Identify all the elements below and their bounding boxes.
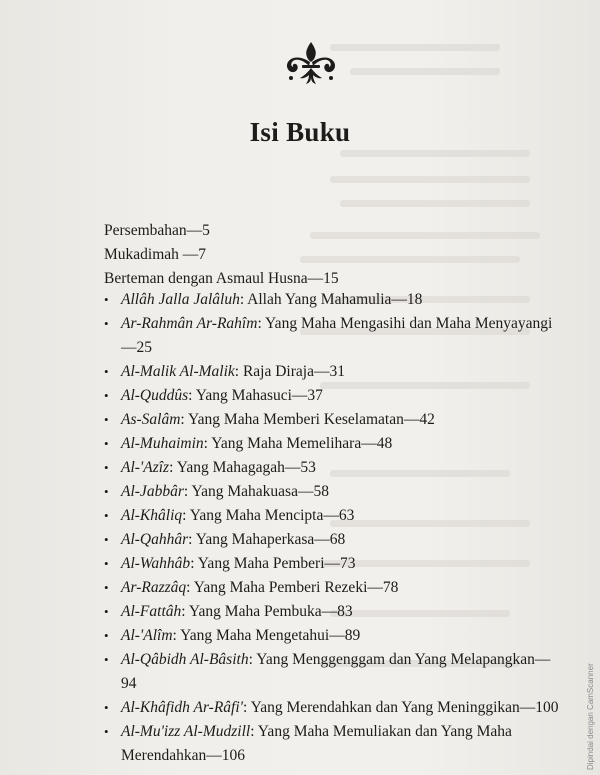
entry-arabic-name: Al-Khâliq: [121, 507, 183, 524]
entry-arabic-name: Al-Qahhâr: [121, 531, 189, 548]
entry-arabic-name: Al-Mu'izz Al-Mudzill: [121, 723, 251, 740]
entry-arabic-name: Allâh Jalla Jalâluh: [121, 291, 240, 308]
list-item: [104, 432, 564, 456]
entry-arabic-name: Al-Qâbidh Al-Bâsith: [121, 651, 249, 668]
entry-arabic-name: Al-Malik Al-Malik: [121, 363, 235, 380]
bullet-icon: •: [104, 532, 109, 547]
list-item: [104, 696, 564, 720]
entry-description: : Yang Menggenggam dan Yang Melapangkan—94: [121, 651, 551, 692]
bullet-icon: •: [104, 604, 109, 619]
entry-description: : Yang Mahagagah—53: [169, 459, 316, 476]
bullet-icon: •: [104, 292, 109, 307]
bullet-icon: •: [104, 700, 109, 715]
bullet-icon: •: [104, 436, 109, 451]
entry-arabic-name: Al-Quddûs: [121, 387, 189, 404]
list-item: [104, 648, 564, 696]
bullet-icon: •: [104, 484, 109, 499]
bullet-icon: •: [104, 364, 109, 379]
list-item: [104, 384, 564, 408]
entry-description: : Yang Maha Pemberi—73: [190, 555, 356, 572]
bullet-icon: •: [104, 412, 109, 427]
entry-arabic-name: Al-Wahhâb: [121, 555, 191, 572]
list-item: [104, 312, 564, 360]
bullet-icon: •: [104, 460, 109, 475]
entry-description: : Yang Maha Mengasihi dan Maha Menyayangi—25: [121, 315, 553, 356]
bullet-icon: •: [104, 652, 109, 667]
bullet-icon: •: [104, 580, 109, 595]
bullet-icon: •: [104, 556, 109, 571]
list-item: [104, 408, 564, 432]
entry-description: : Yang Merendahkan dan Yang Meninggikan—100: [242, 699, 559, 716]
entry-arabic-name: Ar-Razzâq: [121, 579, 187, 596]
intro-berteman: Berteman dengan Asmaul Husna—15: [104, 270, 339, 287]
list-item: [104, 624, 564, 648]
fleur-ornament-icon: [283, 40, 339, 86]
entry-arabic-name: Al-'Azîz: [121, 459, 170, 476]
entry-description: : Yang Mahasuci—37: [188, 387, 323, 404]
list-item: [104, 360, 564, 384]
bullet-icon: •: [104, 628, 109, 643]
entry-description: : Allah Yang Mahamulia—18: [239, 291, 423, 308]
entry-description: : Yang Maha Mencipta—63: [182, 507, 355, 524]
entry-arabic-name: Ar-Rahmân Ar-Rahîm: [121, 315, 258, 332]
scanner-watermark: Dipindai dengan CamScanner: [586, 663, 595, 770]
entry-description: : Raja Diraja—31: [234, 363, 345, 380]
entry-arabic-name: Al-Fattâh: [121, 603, 182, 620]
list-item: [104, 456, 564, 480]
bullet-icon: •: [104, 388, 109, 403]
entry-arabic-name: As-Salâm: [121, 411, 181, 428]
entry-description: : Yang Maha Pemberi Rezeki—78: [186, 579, 399, 596]
entry-arabic-name: Al-Jabbâr: [121, 483, 184, 500]
entry-description: : Yang Mahaperkasa—68: [188, 531, 346, 548]
bullet-icon: •: [104, 724, 109, 739]
entry-description: : Yang Maha Mengetahui—89: [172, 627, 361, 644]
entry-description: : Yang Maha Pembuka—83: [181, 603, 353, 620]
list-item: [104, 288, 564, 312]
list-item: [104, 528, 564, 552]
bullet-icon: •: [104, 508, 109, 523]
bullet-icon: •: [104, 316, 109, 331]
entry-description: : Yang Maha Memelihara—48: [203, 435, 393, 452]
list-item: [104, 720, 564, 768]
list-item: [104, 576, 564, 600]
intro-mukadimah: Mukadimah —7: [104, 246, 207, 263]
list-item: [104, 504, 564, 528]
entry-description: : Yang Maha Memberi Keselamatan—42: [180, 411, 435, 428]
page-title: Isi Buku: [249, 117, 351, 147]
list-item: [104, 480, 564, 504]
entry-description: : Yang Mahakuasa—58: [183, 483, 329, 500]
entry-description: : Yang Maha Memuliakan dan Yang Maha Merendahkan—106: [121, 723, 512, 764]
entry-arabic-name: Al-'Alîm: [121, 627, 173, 644]
intro-persembahan: Persembahan—5: [104, 222, 210, 239]
entry-arabic-name: Al-Khâfidh Ar-Râfi': [121, 699, 243, 716]
list-item: [104, 552, 564, 576]
toc-list: [104, 288, 564, 768]
entry-arabic-name: Al-Muhaimin: [121, 435, 204, 452]
list-item: [104, 600, 564, 624]
